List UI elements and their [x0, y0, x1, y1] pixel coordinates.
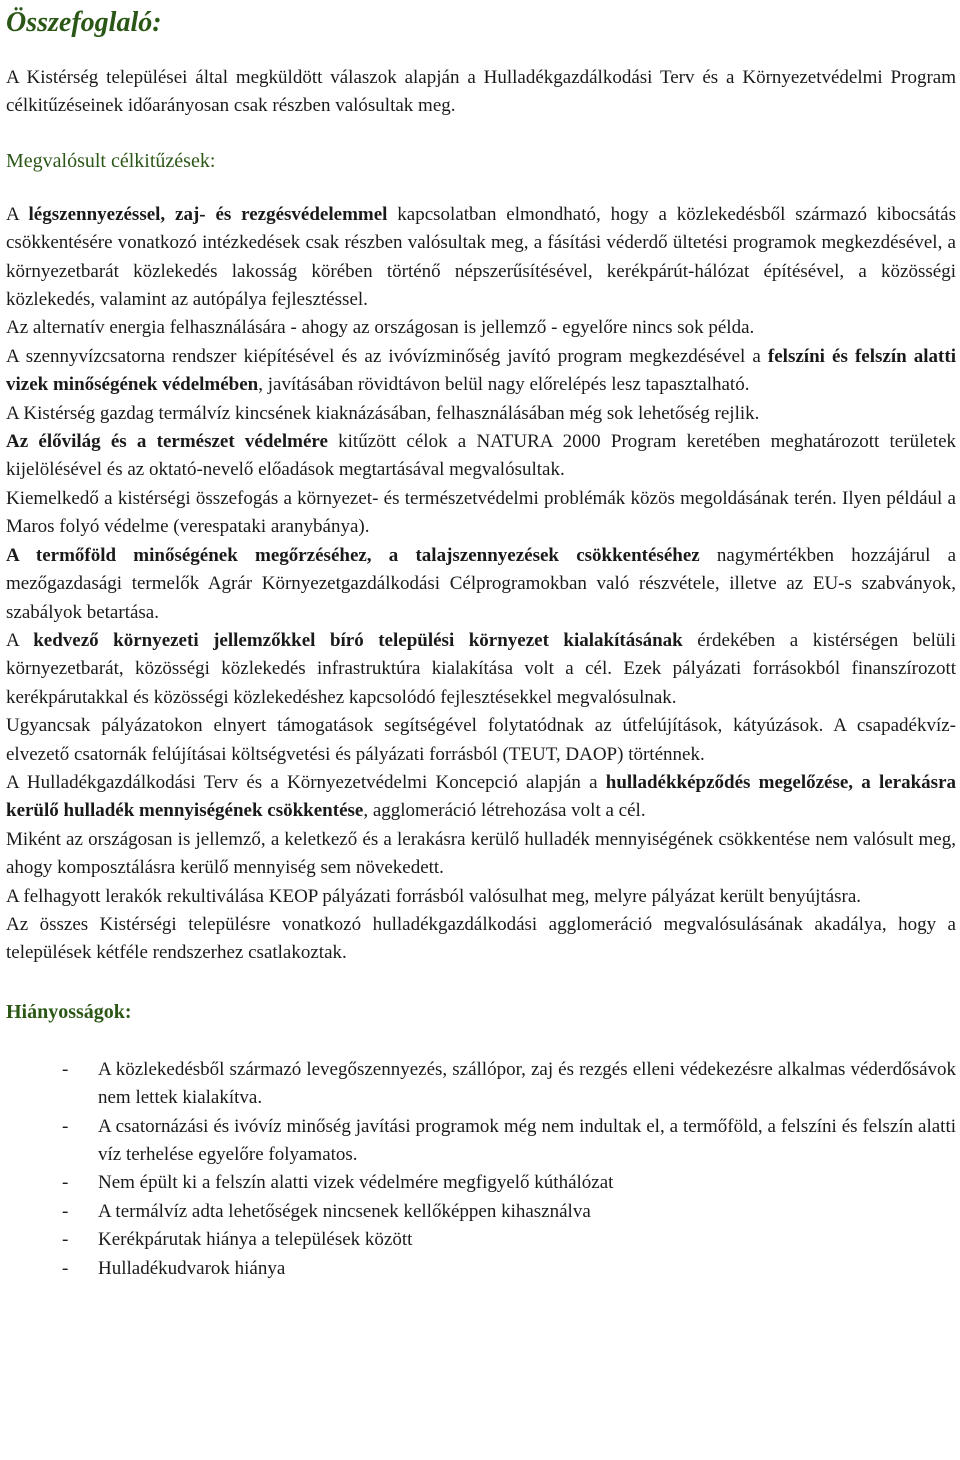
achieved-paragraph [6, 826, 956, 883]
paragraph-text: Az alternatív energia felhasználására - ahogy az országosan is jellemző - egyelőre nincs sok példa. [6, 317, 755, 339]
bullet-dash: - [62, 1115, 69, 1137]
paragraph-text: kapcsolatban elmondható, hogy a közlekedésből származó kibocsátás csökkentésére vonatkozó intézkedések csak részben valósultak meg, a fásítási véderdő ültetési programok megkezdésével, a környezetbarát közlekedés lakosság körében történő népszerűsítésével, kerékpárút-hálózat építésével, a közösségi közlekedés, valamint az autópálya fejlesztéssel. [6, 203, 956, 311]
list-item-text: A közlekedésből származó levegőszennyezés, szállópor, zaj és rezgés elleni védekezésre alkalmas véderdősávok nem lettek kialakítva. [98, 1058, 956, 1109]
paragraph-emphasis: Az élővilág és a természet védelmére [6, 431, 328, 453]
achieved-paragraph [6, 627, 956, 712]
list-item-text: Nem épült ki a felszín alatti vizek védelmére megfigyelő kúthálózat [98, 1172, 614, 1194]
paragraph-emphasis: légszennyezéssel, zaj- és rezgésvédelemmel [28, 203, 388, 225]
bullet-dash: - [62, 1229, 69, 1251]
list-item-text: Hulladékudvarok hiánya [98, 1257, 286, 1279]
achieved-paragraph [6, 400, 956, 428]
list-item [6, 1198, 956, 1226]
list-item [6, 1113, 956, 1170]
achieved-paragraph [6, 712, 956, 769]
list-item-text: Kerékpárutak hiánya a települések között [98, 1229, 413, 1251]
paragraph-emphasis: kedvező környezeti jellemzőkkel bíró települési környezet kialakításának [33, 629, 683, 651]
list-item [6, 1056, 956, 1113]
achieved-paragraph [6, 314, 956, 342]
list-item [6, 1255, 956, 1283]
achieved-paragraph [6, 343, 956, 400]
paragraph-text: A Kistérség gazdag termálvíz kincsének kiaknázásában, felhasználásában még sok lehetőség rejlik. [6, 402, 760, 424]
paragraph-text: érdekében a kistérségen belüli környezetbarát, közösségi közlekedés infrastruktúra kialakítása volt a cél. Ezek pályázati forrásokból finanszírozott kerékpárutakkal és közösségi közlekedéshez kapcsolódó fejlesztésekkel megvalósulnak. [6, 629, 956, 708]
achieved-paragraph [6, 428, 956, 485]
deficits-heading: Hiányosságok: [6, 1000, 132, 1023]
achieved-paragraph [6, 769, 956, 826]
list-item-text: A termálvíz adta lehetőségek nincsenek kellőképpen kihasználva [98, 1200, 591, 1222]
bullet-dash: - [62, 1200, 69, 1222]
paragraph-text: A szennyvízcsatorna rendszer kiépítésével és az ivóvízminőség javító program megkezdésével a [6, 345, 768, 367]
bullet-dash: - [62, 1172, 69, 1194]
paragraph-emphasis: hulladékképződés megelőzése, a lerakásra kerülő hulladék mennyiségének csökkentése [6, 771, 956, 822]
paragraph-emphasis: felszíni és felszín alatti vizek minőségének védelmében [6, 345, 956, 396]
paragraph-text: A Hulladékgazdálkodási Terv és a Környezetvédelmi Koncepció alapján a [6, 771, 606, 793]
paragraph-emphasis: A termőföld minőségének megőrzéséhez, a talajszennyezések csökkentéséhez [6, 544, 700, 566]
achieved-paragraph [6, 883, 956, 911]
achieved-paragraph [6, 485, 956, 542]
paragraph-text: Az összes Kistérségi településre vonatkozó hulladékgazdálkodási agglomeráció megvalósulásának akadálya, hogy a települések kétféle rendszerhez csatlakoztak. [6, 913, 956, 964]
list-item [6, 1169, 956, 1197]
paragraph-text: A [6, 629, 34, 651]
achieved-heading: Megvalósult célkitűzések: [6, 149, 216, 172]
paragraph-text: , agglomeráció létrehozása volt a cél. [363, 800, 646, 822]
paragraph-text: Ugyancsak pályázatokon elnyert támogatások segítségével folytatódnak az útfelújítások, kátyúzások. A csapadékvíz-elvezető csatornák felújításai költségvetési és pályázati forrásból (TEUT, DAOP) történnek. [6, 715, 956, 765]
paragraph-text: A [6, 203, 29, 225]
paragraph-text: nagymértékben hozzájárul a mezőgazdasági termelők Agrár Környezetgazdálkodási Célprogramokban való részvétele, illetve az EU-s szabványok, szabályok betartása. [6, 544, 956, 623]
list-item [6, 1226, 956, 1254]
paragraph-text: , javításában rövidtávon belül nagy előrelépés lesz tapasztalható. [258, 374, 750, 396]
bullet-dash: - [62, 1058, 69, 1080]
paragraph-text: Miként az országosan is jellemző, a keletkező és a lerakásra kerülő hulladék mennyiségének csökkentése nem valósult meg, ahogy komposztálásra kerülő mennyiség sem növekedett. [6, 828, 956, 879]
achieved-paragraph [6, 201, 956, 315]
bullet-dash: - [62, 1257, 69, 1279]
page-title: Összefoglaló: [6, 7, 162, 38]
paragraph-text: Kiemelkedő a kistérségi összefogás a környezet- és természetvédelmi problémák közös megoldásának terén. Ilyen például a Maros folyó védelme (verespataki aranybánya). [6, 487, 956, 538]
achieved-paragraph [6, 911, 956, 968]
list-item-text: A csatornázási és ivóvíz minőség javítási programok még nem indultak el, a termőföld, a felszíni és felszín alatti víz terhelése egyelőre folyamatos. [98, 1115, 956, 1165]
achieved-paragraph [6, 542, 956, 627]
intro-paragraph: A Kistérség települései által megküldött válaszok alapján a Hulladékgazdálkodási Terv és a Környezetvédelmi Program célkitűzéseinek időarányosan csak részben valósultak meg. [6, 67, 956, 117]
paragraph-text: kitűzött célok a NATURA 2000 Program keretében meghatározott területek kijelölésével és az oktató-nevelő előadások megtartásával megvalósultak. [6, 431, 956, 481]
paragraph-text: A felhagyott lerakók rekultiválása KEOP pályázati forrásból valósulhat meg, melyre pályázat került benyújtásra. [6, 885, 862, 907]
achieved-section [6, 201, 956, 968]
deficits-list [6, 1056, 956, 1283]
